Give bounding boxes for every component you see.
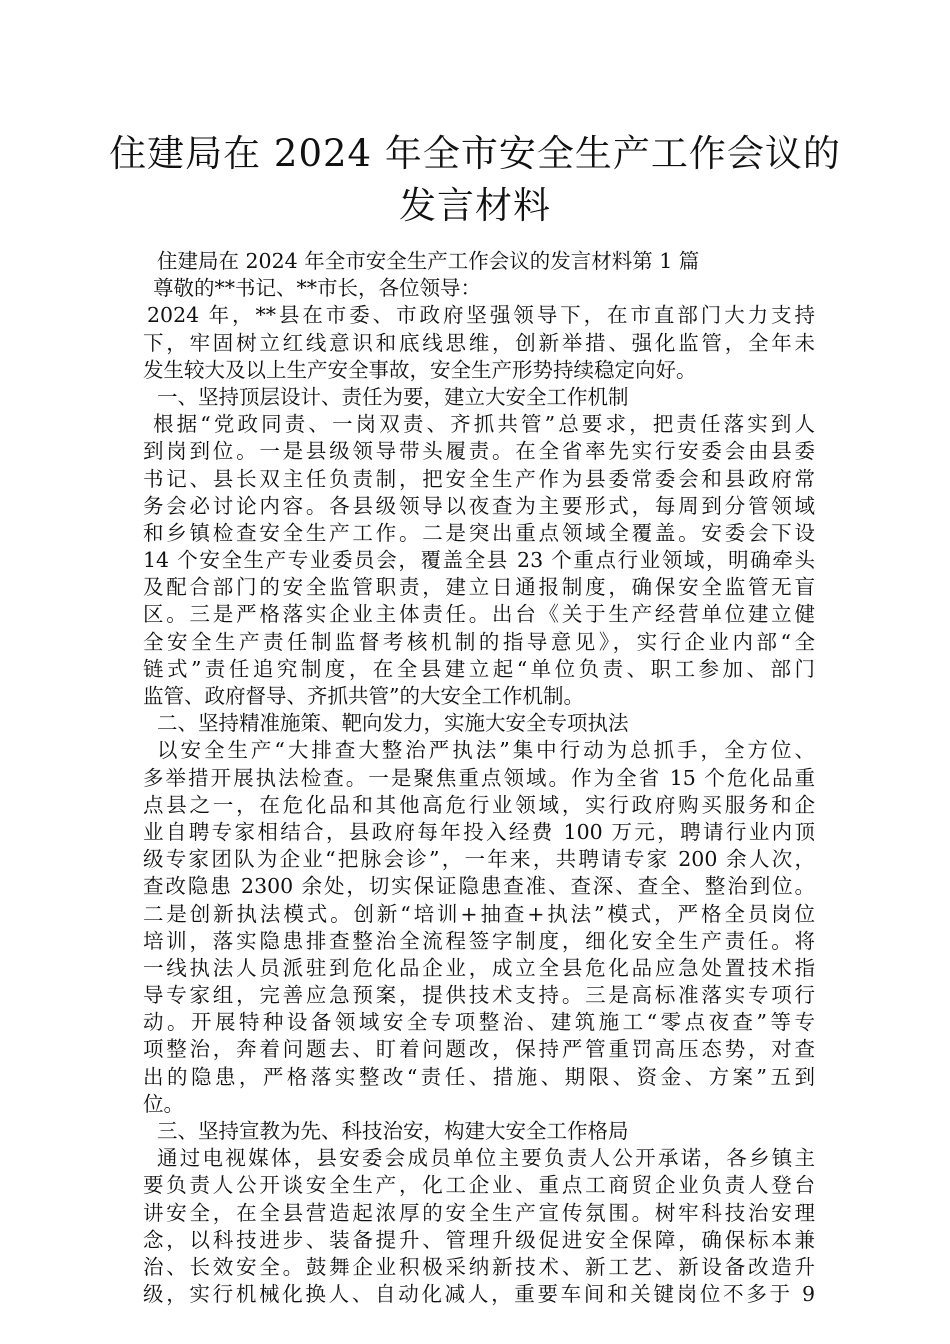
- body-line: 一线执法人员派驻到危化品企业，成立全县危化品应急处置技术指: [143, 955, 815, 980]
- body-line: 多举措开展执法检查。一是聚焦重点领域。作为全省 15 个危化品重: [143, 765, 815, 790]
- body-line: 到岗到位。一是县级领导带头履责。在全省率先实行安委会由县委: [143, 439, 815, 464]
- body-line: 监管、政府督导、齐抓共管”的大安全工作机制。: [143, 684, 584, 708]
- document-title: [100, 128, 850, 232]
- body-line: 区。三是严格落实企业主体责任。出台《关于生产经营单位建立健: [143, 602, 815, 627]
- body-line: 二、坚持精准施策、靶向发力，实施大安全专项执法: [157, 711, 629, 736]
- body-line: 以安全生产“大排查大整治严执法”集中行动为总抓手，全方位、: [157, 738, 815, 763]
- body-line: 培训，落实隐患排查整治全流程签字制度，细化安全生产责任。将: [143, 928, 815, 953]
- body-line: 书记、县长双主任负责制，把安全生产作为县委常委会和县政府常: [143, 466, 815, 491]
- body-line: 点县之一，在危化品和其他高危行业领域，实行政府购买服务和企: [143, 792, 815, 817]
- body-line: 住建局在 2024 年全市安全生产工作会议的发言材料第 1 篇: [157, 249, 700, 273]
- body-line: 查改隐患 2300 余处，切实保证隐患查准、查深、查全、整治到位。: [143, 874, 815, 899]
- body-line: 念，以科技进步、装备提升、管理升级促进安全保障，确保标本兼: [143, 1227, 815, 1252]
- body-line: 治、长效安全。鼓舞企业积极采纳新技术、新工艺、新设备改造升: [143, 1254, 815, 1279]
- body-line: 全安全生产责任制监督考核机制的指导意见》，实行企业内部“全: [143, 629, 815, 654]
- title-line-2: 发言材料: [399, 184, 551, 227]
- body-line: 三、坚持宣教为先、科技治安，构建大安全工作格局: [157, 1119, 629, 1143]
- body-line: 一、坚持顶层设计、责任为要，建立大安全工作机制: [157, 384, 629, 409]
- body-line: 要负责人公开谈安全生产，化工企业、重点工商贸企业负责人登台: [143, 1173, 815, 1198]
- body-line: 务会必讨论内容。各县级领导以夜查为主要形式，每周到分管领域: [143, 493, 815, 518]
- body-line: 尊敬的**书记、**市长，各位领导：: [153, 276, 481, 301]
- body-line: 通过电视媒体，县安委会成员单位主要负责人公开承诺，各乡镇主: [157, 1146, 815, 1171]
- body-line: 讲安全，在全县营造起浓厚的安全生产宣传氛围。树牢科技治安理: [143, 1200, 815, 1225]
- body-line: 动。开展特种设备领域安全专项整治、建筑施工“零点夜查”等专: [143, 1010, 815, 1035]
- body-line: 根据“党政同责、一岗双责、齐抓共管”总要求，把责任落实到人: [153, 412, 815, 437]
- body-line: 业自聘专家相结合，县政府每年投入经费 100 万元，聘请行业内顶: [143, 819, 815, 844]
- body-line: 和乡镇检查安全生产工作。二是突出重点领域全覆盖。安委会下设: [143, 520, 815, 545]
- body-line: 链式”责任追究制度，在全县建立起“单位负责、职工参加、部门: [143, 656, 815, 681]
- body-line: 出的隐患，严格落实整改“责任、措施、期限、资金、方案”五到: [143, 1064, 815, 1089]
- body-line: 导专家组，完善应急预案，提供技术支持。三是高标准落实专项行: [143, 983, 815, 1008]
- document-body: [143, 248, 815, 1308]
- body-line: 位。: [143, 1091, 184, 1116]
- body-line: 下，牢固树立红线意识和底线思维，创新举措、强化监管，全年未: [143, 330, 815, 355]
- body-line: 级专家团队为企业“把脉会诊”，一年来，共聘请专家 200 余人次，: [143, 847, 815, 872]
- body-line: 2024 年，**县在市委、市政府坚强领导下，在市直部门大力支持: [147, 303, 815, 328]
- title-line-1: 住建局在 2024 年全市安全生产工作会议的: [109, 132, 841, 175]
- body-line: 发生较大及以上生产安全事故，安全生产形势持续稳定向好。: [143, 357, 697, 382]
- body-line: 14 个安全生产专业委员会，覆盖全县 23 个重点行业领域，明确牵头: [143, 548, 815, 573]
- body-line: 项整治，奔着问题去、盯着问题改，保持严管重罚高压态势，对查: [143, 1037, 815, 1062]
- body-line: 及配合部门的安全监管职责，建立日通报制度，确保安全监管无盲: [143, 575, 815, 600]
- body-line: 级，实行机械化换人、自动化减人，重要车间和关键岗位不多于 9: [143, 1282, 815, 1307]
- body-line: 二是创新执法模式。创新“培训+抽查+执法”模式，严格全员岗位: [143, 901, 815, 926]
